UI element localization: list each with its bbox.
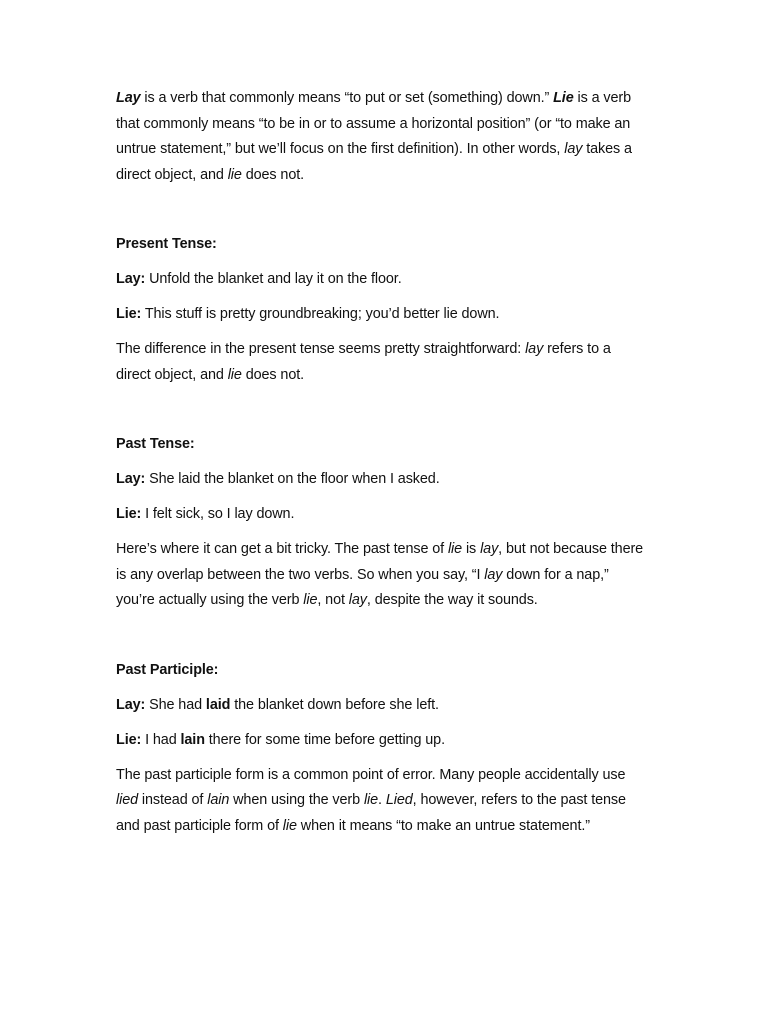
intro-text: does not.	[241, 166, 305, 183]
participle-lay-example	[116, 693, 644, 719]
bold-term: laid	[205, 696, 231, 713]
past-tense-heading: Past Tense:	[116, 436, 195, 453]
past-explanation	[116, 537, 644, 614]
example-label: Lay:	[116, 696, 146, 713]
italic-term: lied	[116, 792, 139, 809]
example-text: there for some time before getting up.	[204, 731, 445, 748]
example-text: This stuff is pretty groundbreaking; you’d better lie down.	[141, 306, 500, 323]
bold-term: lain	[180, 731, 205, 748]
participle-explanation	[116, 763, 644, 840]
italic-term: lie	[363, 792, 379, 809]
document-body	[116, 86, 644, 839]
term-lie: Lie	[553, 90, 574, 106]
explain-text: The difference in the present tense seems pretty straightforward:	[116, 341, 526, 358]
italic-term: lie	[227, 366, 242, 383]
present-explanation	[116, 337, 644, 388]
explain-text: , not	[317, 592, 349, 609]
example-label: Lay:	[116, 270, 146, 287]
past-participle-heading: Past Participle:	[116, 661, 219, 678]
present-tense-heading: Present Tense:	[116, 236, 217, 253]
intro-paragraph	[116, 86, 644, 188]
example-text: She laid the blanket on the floor when I asked.	[145, 470, 440, 487]
italic-term: lay	[484, 566, 503, 583]
italic-term: Lied	[385, 792, 413, 809]
example-label: Lie:	[116, 731, 142, 748]
explain-text: down for a nap,” you’re actually using the verb	[116, 566, 609, 609]
example-text: She had	[145, 696, 206, 713]
past-lie-example	[116, 502, 644, 528]
past-lay-example	[116, 467, 644, 493]
intro-text: takes a direct object, and	[116, 141, 632, 183]
explain-text: when it means “to make an untrue statement.”	[296, 817, 590, 834]
explain-text: when using the verb	[229, 792, 364, 809]
explain-text: .	[378, 792, 386, 809]
explain-text: , however, refers to the past tense and past participle form of	[116, 792, 626, 834]
term-lay: Lay	[116, 90, 141, 106]
example-label: Lie:	[116, 506, 142, 523]
present-lay-example	[116, 267, 644, 293]
intro-text: is a verb that commonly means “to be in or to assume a horizontal position” (or “to make an untrue statement,” but we’ll focus on the first definition). In other words,	[116, 90, 631, 158]
italic-term: lain	[207, 792, 230, 809]
italic-term: lie	[447, 541, 463, 558]
example-text: the blanket down before she left.	[230, 696, 439, 713]
explain-text: does not.	[241, 366, 305, 383]
explain-text: , but not because there is any overlap between the two verbs. So when you say, “I	[116, 541, 644, 583]
intro-text: is a verb that commonly means “to put or set (something) down.”	[140, 90, 554, 106]
italic-term: lay	[480, 541, 499, 558]
example-text: Unfold the blanket and lay it on the floor.	[145, 270, 402, 287]
example-text: I had	[141, 731, 181, 748]
term-lie-inline: lie	[227, 166, 242, 183]
italic-term: lay	[525, 341, 544, 358]
participle-lie-example	[116, 728, 644, 754]
example-label: Lay:	[116, 470, 146, 487]
explain-text: , despite the way it sounds.	[366, 592, 538, 609]
explain-text: instead of	[138, 792, 208, 809]
italic-term: lie	[282, 817, 297, 834]
explain-text: is	[462, 541, 481, 558]
explain-text: Here’s where it can get a bit tricky. The past tense of	[116, 541, 448, 558]
present-lie-example	[116, 302, 644, 328]
example-label: Lie:	[116, 306, 142, 323]
term-lay-inline: lay	[564, 141, 583, 158]
italic-term: lie	[303, 592, 318, 609]
explain-text: The past participle form is a common point of error. Many people accidentally use	[116, 766, 626, 783]
italic-term: lay	[348, 592, 367, 609]
explain-text: refers to a direct object, and	[116, 341, 611, 383]
example-text: I felt sick, so I lay down.	[141, 506, 295, 523]
